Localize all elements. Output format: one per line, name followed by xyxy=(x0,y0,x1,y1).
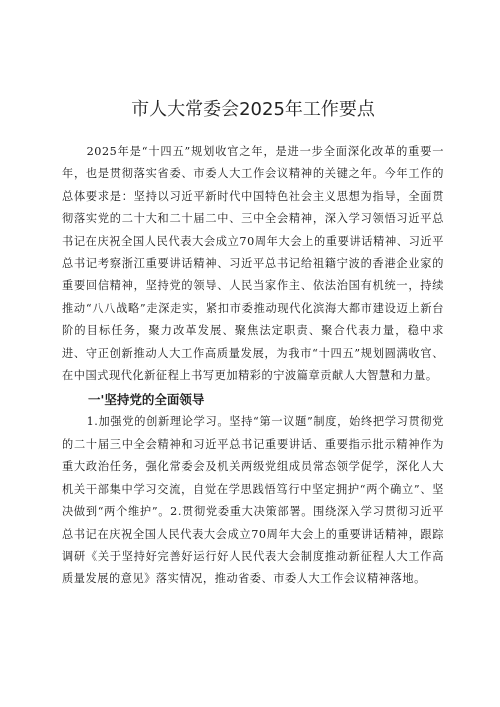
section-heading-1: 一'坚持党的全面领导 xyxy=(88,392,205,408)
section-1-paragraph: 1.加强党的创新理论学习。坚持“第一议题”制度，始终把学习贯彻党的二十届三中全会精神和习近平总书记重要讲话、重要指示批示精神作为重大政治任务，强化常委会及机关两级党组成员常态领学促学，深化人大机关干部集中学习交流，自觉在学思践悟笃行中坚定拥护“两个确立”、坚决做到“两个维护”。2.贯彻党委重大决策部署。围绕深入学习贯彻习近平总书记在庆祝全国人民代表大会成立70周年大会上的重要讲话精神，跟踪调研《关于坚持好完善好运行好人民代表大会制度推动新征程人大工作高质量发展的意见》落实情况，推动省委、市委人大工作会议精神落地。 xyxy=(62,415,444,586)
intro-paragraph: 2025年是“十四五”规划收官之年，是进一步全面深化改革的重要一年，也是贯彻落实省委、市委人大工作会议精神的关键之年。今年工作的总体要求是：坚持以习近平新时代中国特色社会主义思想为指导，全面贯彻落实党的二十大和二十届二中、三中全会精神，深入学习领悟习近平总书记在庆祝全国人民代表大会成立70周年大会上的重要讲话精神、习近平总书记考察浙江重要讲话精神、习近平总书记给祖籍宁波的香港企业家的重要回信精神，坚持党的领导、人民当家作主、依法治国有机统一，持续推动“八八战略”走深走实，紧扣市委推动现代化滨海大都市建设迈上新台阶的目标任务，聚力改革发展、聚焦法定职责、聚合代表力量，稳中求进、守正创新推动人大工作高质量发展，为我市“十四五”规划圆满收官、在中国式现代化新征程上书写更加精彩的宁波篇章贡献人大智慧和力量。 xyxy=(62,145,444,383)
document-title: 市人大常委会2025年工作要点 xyxy=(131,99,375,120)
